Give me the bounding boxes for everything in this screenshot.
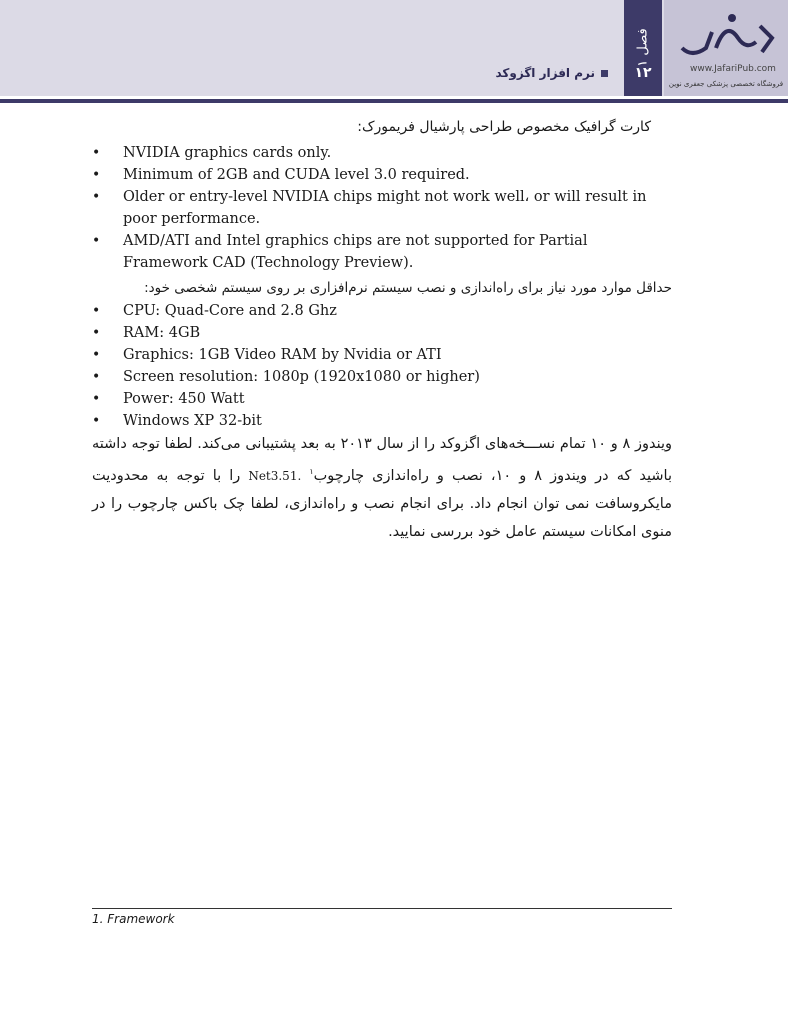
bullet-icon: • <box>92 391 101 407</box>
list-item: • Minimum of 2GB and CUDA level 3.0 required. <box>92 164 672 186</box>
section2-list <box>92 300 672 432</box>
running-head-text: نرم افزار اگزوکد <box>495 66 595 80</box>
list-item: • AMD/ATI and Intel graphics chips are not supported for Partial Framework CAD (Technology Preview). <box>92 230 672 274</box>
running-head <box>495 66 608 80</box>
publisher-logo-mark <box>672 8 780 64</box>
bullet-icon: • <box>92 303 101 319</box>
net-label: Net3.51. <box>248 468 302 483</box>
section1-heading: کارت گرافیک مخصوص طراحی پارشیال فریمورک: <box>357 119 651 135</box>
bullet-icon: • <box>92 145 101 161</box>
bullet-icon: • <box>92 189 101 205</box>
section2-heading: حداقل موارد مورد نیاز برای راه‌اندازی و نصب سیستم نرم‌افزاری بر روی سیستم شخصی خود: <box>144 280 672 296</box>
list-item: • Older or entry-level NVIDIA chips might not work well، or will result in poor performance. <box>92 186 672 230</box>
footnote-divider <box>92 908 672 909</box>
list-item: • Windows XP 32-bit <box>92 410 672 432</box>
footnote-marker: ۱ <box>309 467 314 476</box>
list-item: • Screen resolution: 1080p (1920x1080 or higher) <box>92 366 672 388</box>
publisher-tagline: فروشگاه تخصصی پزشکی جعفری نوین <box>668 80 784 88</box>
bullet-icon: • <box>92 167 101 183</box>
list-item: • NVIDIA graphics cards only. <box>92 142 672 164</box>
chapter-label: فصل ۱ <box>635 28 651 67</box>
publisher-website: www.JafariPub.com <box>690 64 776 74</box>
chapter-tab <box>624 0 662 96</box>
header-rule <box>0 99 788 103</box>
bullet-icon: • <box>92 347 101 363</box>
section1-list <box>92 142 672 274</box>
bullet-icon: • <box>92 325 101 341</box>
list-item: • RAM: 4GB <box>92 322 672 344</box>
bullet-icon: • <box>92 413 101 429</box>
bullet-icon: • <box>92 369 101 385</box>
list-item: • Graphics: 1GB Video RAM by Nvidia or ATI <box>92 344 672 366</box>
body-paragraph: ویندوز ۸ و ۱۰ تمام نســـخه‌های اگزوکد را از سال ۲۰۱۳ به بعد پشتیبانی می‌کند. لطفا توجه داشته باشید که در ویندوز ۸ و ۱۰، نصب و راه‌اندازی چارچوب$^۱$ Net3.51. را با توجه به محدودیت مایکروسافت نمی توان انجام داد. برای انجام نصب و راه‌اندازی، لطفا چک باکس چارچوب را در منوی امکانات سیستم عامل خود بررسی نمایید. <box>92 436 673 540</box>
footnote: 1. Framework <box>92 912 175 926</box>
bullet-icon: • <box>92 233 101 249</box>
square-bullet-icon <box>601 70 608 77</box>
list-item: • Power: 450 Watt <box>92 388 672 410</box>
page-number: ۱۲ <box>634 65 652 81</box>
list-item: • CPU: Quad-Core and 2.8 Ghz <box>92 300 672 322</box>
